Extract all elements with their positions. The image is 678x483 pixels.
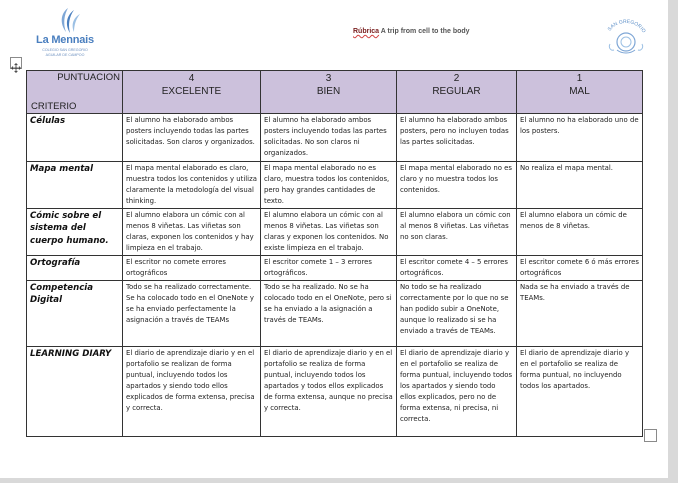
title-first-word: Rúbrica xyxy=(353,28,380,35)
rubric-table xyxy=(26,70,643,437)
cell-ortografia-mal: El escritor comete 6 ó más errores ortográficos xyxy=(517,256,643,281)
cell-diary-excelente: El diario de aprendizaje diario y en el portafolio se realizan de forma puntual, incluyendo todos los apartados y siendo todo ellos explicados de forma extensa, precisa y correcta. xyxy=(123,347,261,437)
cell-ortografia-regular: El escritor comete 4 – 5 errores ortográficos. xyxy=(397,256,517,281)
cell-diary-regular: El diario de aprendizaje diario y en el portafolio se realiza de forma puntual, incluyendo todos los apartados y siendo todo ellos explicados, pero no de forma extensa, ni precisa, ni correcta. xyxy=(397,347,517,437)
level-name: MAL xyxy=(569,86,590,97)
criterion-competencia-digital: Competencia Digital xyxy=(27,281,123,347)
row-ortografia xyxy=(27,256,643,281)
cell-digital-mal: Nada se ha enviado a través de TEAMs. xyxy=(517,281,643,347)
seal-icon xyxy=(602,18,650,58)
table-resize-handle[interactable] xyxy=(644,429,657,442)
logo-brand: La Mennais xyxy=(36,34,94,46)
cell-mapa-regular: El mapa mental elaborado no es claro y no muestra todos los contenidos. xyxy=(397,162,517,209)
cell-celulas-regular: El alumno ha elaborado ambos posters, pero no incluyen todas las partes solicitadas. xyxy=(397,114,517,162)
cell-digital-bien: Todo se ha realizado. No se ha colocado todo en el OneNote, pero si se ha enviado a la asignación a través de TEAMs. xyxy=(261,281,397,347)
level-header-bien xyxy=(261,71,397,114)
title-rest: A trip from cell to the body xyxy=(379,28,470,35)
cell-mapa-excelente: El mapa mental elaborado es claro, muestra todos los contenidos y utiliza claramente la metodología del visual thinking. xyxy=(123,162,261,209)
page-edge-bottom xyxy=(0,478,678,483)
row-mapa-mental xyxy=(27,162,643,209)
row-celulas xyxy=(27,114,643,162)
level-name: EXCELENTE xyxy=(161,86,222,97)
cell-ortografia-bien: El escritor comete 1 – 3 errores ortográficos. xyxy=(261,256,397,281)
school-logo xyxy=(30,6,100,58)
cell-celulas-mal: El alumno no ha elaborado uno de los posters. xyxy=(517,114,643,162)
seal-text: SAN GREGORIO xyxy=(606,18,647,34)
table-move-handle[interactable] xyxy=(10,57,22,69)
level-number: 2 xyxy=(453,73,460,84)
cell-mapa-bien: El mapa mental elaborado no es claro, muestra todos los contenidos, pero hay grandes cantidades de texto. xyxy=(261,162,397,209)
level-number: 4 xyxy=(188,73,195,84)
row-competencia-digital xyxy=(27,281,643,347)
criterion-mapa-mental: Mapa mental xyxy=(27,162,123,209)
level-name: REGULAR xyxy=(432,86,481,97)
logo-location: AGUILAR DE CAMPOO xyxy=(45,53,85,57)
cell-diary-bien: El diario de aprendizaje diario y en el portafolio se realiza de forma puntual, incluyendo todos los apartados y todos ellos explicados de forma extensa, aunque no precisa y correcta. xyxy=(261,347,397,437)
criterion-ortografia: Ortografía xyxy=(27,256,123,281)
cell-comic-mal: El alumno elabora un cómic de menos de 8 viñetas. xyxy=(517,209,643,256)
level-number: 3 xyxy=(325,73,332,84)
header-row xyxy=(27,71,643,114)
criterio-label: CRITERIO xyxy=(31,101,77,112)
cell-digital-excelente: Todo se ha realizado correctamente. Se ha colocado todo en el OneNote y se ha enviado perfectamente la asignación a través de TEAMs xyxy=(123,281,261,347)
corner-header xyxy=(27,71,123,114)
row-learning-diary xyxy=(27,347,643,437)
school-seal-logo xyxy=(602,18,650,58)
move-arrows-icon xyxy=(11,63,21,73)
cell-ortografia-excelente: El escritor no comete errores ortográficos xyxy=(123,256,261,281)
level-number: 1 xyxy=(576,73,583,84)
level-header-regular xyxy=(397,71,517,114)
cell-digital-regular: No todo se ha realizado correctamente por lo que no se han podido subir a OneNote, aunque lo realizado si se ha enviado a través de TEAMs. xyxy=(397,281,517,347)
document-title xyxy=(353,28,470,35)
criterion-learning-diary: LEARNING DIARY xyxy=(27,347,123,437)
swoosh-logo-icon xyxy=(30,6,100,36)
cell-comic-regular: El alumno elabora un cómic con al menos 8 viñetas. Las viñetas no son claras. xyxy=(397,209,517,256)
logo-subtitle: COLEGIO SAN GREGORIO xyxy=(42,48,88,52)
svg-text:SAN GREGORIO xyxy=(607,19,647,34)
row-comic xyxy=(27,209,643,256)
page-edge-right xyxy=(668,0,678,483)
criterion-celulas: Células xyxy=(27,114,123,162)
level-header-mal xyxy=(517,71,643,114)
level-header-excelente xyxy=(123,71,261,114)
level-name: BIEN xyxy=(316,86,341,97)
cell-comic-excelente: El alumno elabora un cómic con al menos 8 viñetas. Las viñetas son claras, exponen los contenidos y hay limpieza en el trabajo. xyxy=(123,209,261,256)
cell-celulas-bien: El alumno ha elaborado ambos posters incluyendo todas las partes solicitadas. No son claros ni organizados. xyxy=(261,114,397,162)
cell-comic-bien: El alumno elabora un cómic con al menos 8 viñetas. Las viñetas son claras y exponen los contenidos. No existe limpieza en el trabajo. xyxy=(261,209,397,256)
cell-mapa-mal: No realiza el mapa mental. xyxy=(517,162,643,209)
criterion-comic: Cómic sobre el sistema del cuerpo humano. xyxy=(27,209,123,256)
puntuacion-label: PUNTUACION xyxy=(57,72,120,83)
cell-celulas-excelente: El alumno ha elaborado ambos posters incluyendo todas las partes solicitadas. Son claros y organizados. xyxy=(123,114,261,162)
cell-diary-mal: El diario de aprendizaje diario y en el portafolio se realiza de forma puntual, no incluyendo todos los apartados. xyxy=(517,347,643,437)
